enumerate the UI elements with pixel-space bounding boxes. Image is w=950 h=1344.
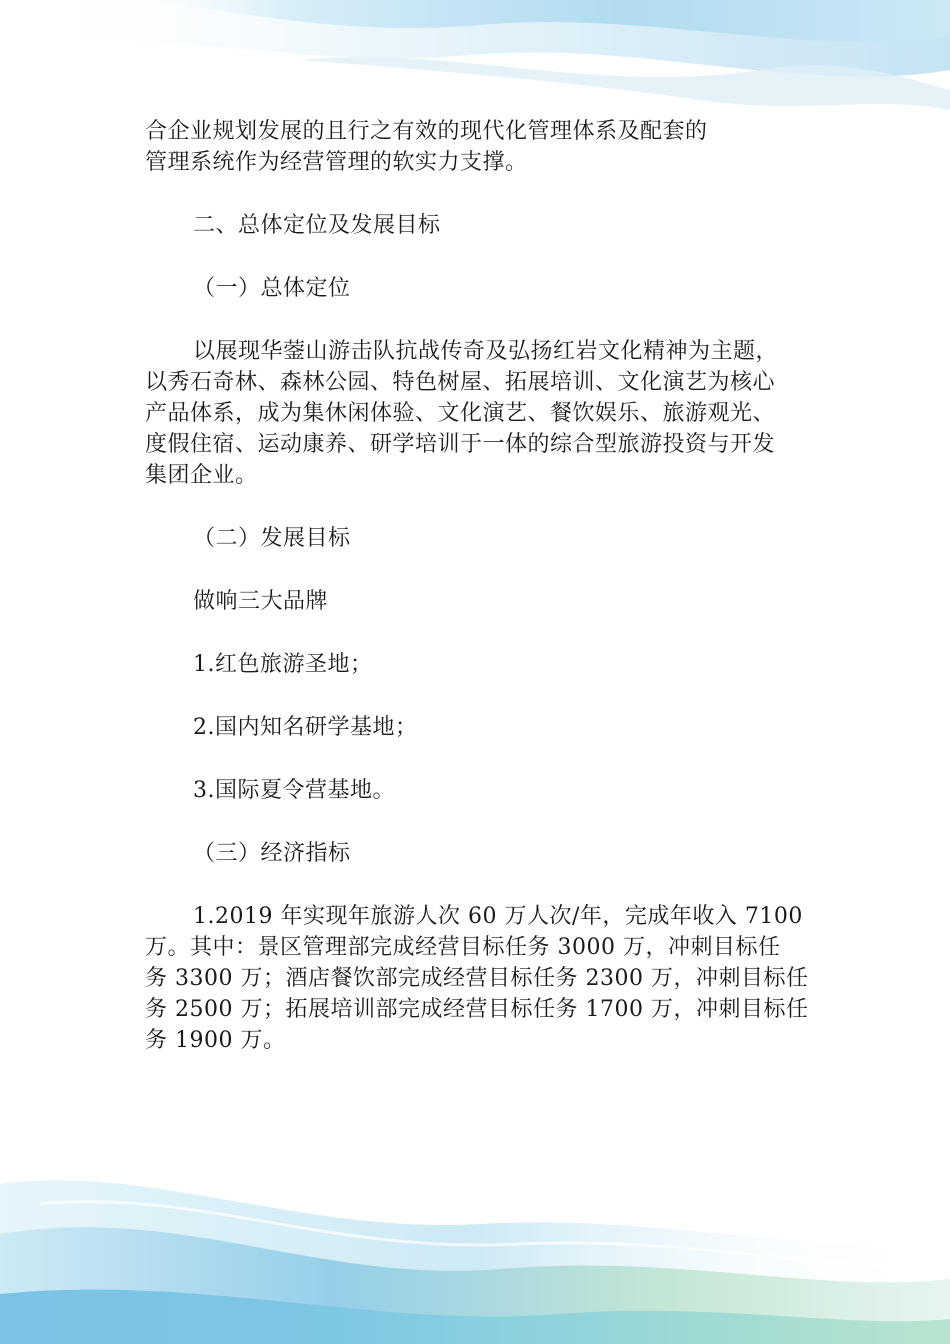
text-line: 产品体系，成为集休闲体验、文化演艺、餐饮娱乐、旅游观光、 [145,401,776,426]
text-line: 度假住宿、运动康养、研学培训于一体的综合型旅游投资与开发 [145,432,776,457]
subsection-heading-goals: （二）发展目标 [193,526,351,551]
header-wave-decoration [0,0,950,130]
text-line: 务 3300 万；酒店餐饮部完成经营目标任务 2300 万，冲刺目标任 [145,966,809,991]
list-item: 2.国内知名研学基地； [193,715,418,740]
paragraph-continuation [145,116,813,178]
section-heading: 二、总体定位及发展目标 [193,213,441,238]
text-line: 以秀石奇林、森林公园、特色树屋、拓展培训、文化演艺为核心 [145,370,776,395]
footer-wave-decoration [0,1144,950,1344]
text-line: 务 2500 万；拓展培训部完成经营目标任务 1700 万，冲刺目标任 [145,997,809,1022]
subsection-heading-positioning: （一）总体定位 [193,276,351,301]
text-line: 以展现华蓥山游击队抗战传奇及弘扬红岩文化精神为主题， [193,339,779,364]
list-item: 3.国际夏令营基地。 [193,778,395,803]
text-line: 务 1900 万。 [145,1028,286,1053]
text-line: 合企业规划发展的且行之有效的现代化管理体系及配套的 [145,119,708,144]
text-line: 万。其中：景区管理部完成经营目标任务 3000 万，冲刺目标任 [145,935,781,960]
text-line: 集团企业。 [145,463,258,488]
document-body [145,116,813,1056]
list-item: 1.红色旅游圣地； [193,652,373,677]
text-line: 1.2019 年实现年旅游人次 60 万人次/年，完成年收入 7100 [193,904,803,929]
paragraph-economic [145,901,813,1056]
paragraph-brands: 做响三大品牌 [193,589,329,614]
text-line: 管理系统作为经营管理的软实力支撑。 [145,150,528,175]
subsection-heading-economic: （三）经济指标 [193,841,351,866]
paragraph-positioning [145,336,813,491]
